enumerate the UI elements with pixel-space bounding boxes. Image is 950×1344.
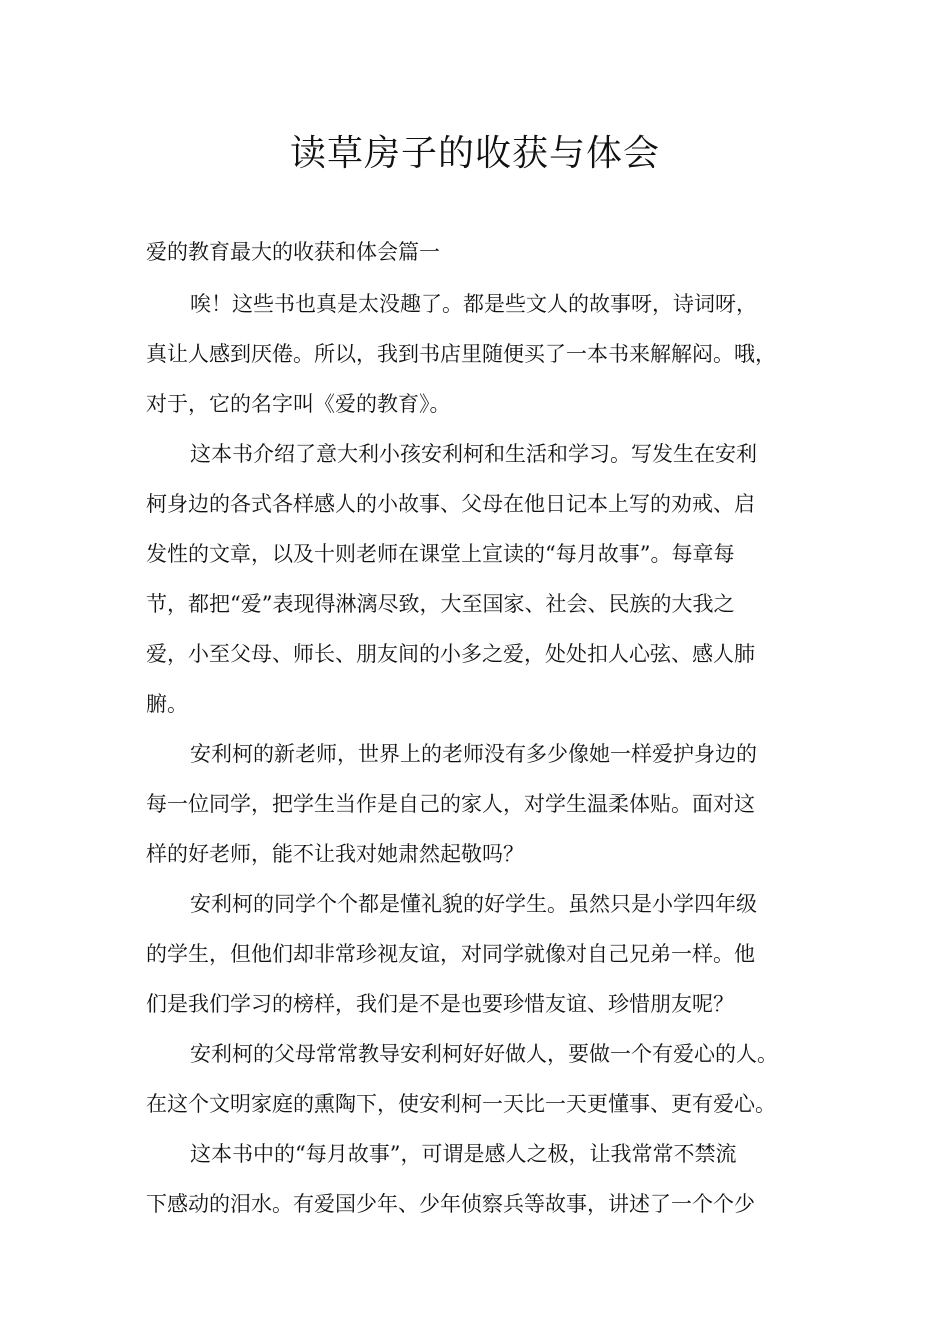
paragraph-line: 们是我们学习的榜样，我们是不是也要珍惜友谊、珍惜朋友呢？ xyxy=(146,992,734,1016)
paragraph-line: 柯身边的各式各样感人的小故事、父母在他日记本上写的劝戒、启 xyxy=(146,492,755,516)
paragraph-line: 这本书中的“每月故事”，可谓是感人之极，让我常常不禁流 xyxy=(190,1142,737,1166)
paragraph-line: 在这个文明家庭的熏陶下，使安利柯一天比一天更懂事、更有爱心。 xyxy=(146,1092,776,1116)
document-title: 读草房子的收获与体会 xyxy=(289,133,660,174)
paragraph-line: 对于，它的名字叫《爱的教育》。 xyxy=(146,392,451,416)
paragraph-line: 真让人感到厌倦。所以，我到书店里随便买了一本书来解解闷。哦， xyxy=(146,342,776,366)
paragraph-line: 的学生，但他们却非常珍视友谊，对同学就像对自己兄弟一样。他 xyxy=(146,942,755,966)
paragraph-line: 安利柯的新老师，世界上的老师没有多少像她一样爱护身边的 xyxy=(190,742,757,766)
paragraph-line: 唉！这些书也真是太没趣了。都是些文人的故事呀，诗词呀， xyxy=(190,292,757,316)
paragraph-line: 样的好老师，能不让我对她肃然起敬吗？ xyxy=(146,842,524,866)
paragraph-line: 每一位同学，把学生当作是自己的家人，对学生温柔体贴。面对这 xyxy=(146,792,755,816)
paragraph-line: 安利柯的同学个个都是懂礼貌的好学生。虽然只是小学四年级 xyxy=(190,892,757,916)
section-heading: 爱的教育最大的收获和体会篇一 xyxy=(146,240,440,264)
paragraph-line: 下感动的泪水。有爱国少年、少年侦察兵等故事，讲述了一个个少 xyxy=(146,1192,755,1216)
paragraph-line: 节，都把“爱”表现得淋漓尽致，大至国家、社会、民族的大我之 xyxy=(146,592,735,616)
paragraph-line: 发性的文章，以及十则老师在课堂上宣读的“每月故事”。每章每 xyxy=(146,542,735,566)
paragraph-line: 安利柯的父母常常教导安利柯好好做人，要做一个有爱心的人。 xyxy=(190,1042,778,1066)
paragraph-line: 爱，小至父母、师长、朋友间的小多之爱，处处扣人心弦、感人肺 xyxy=(146,642,755,666)
paragraph-line: 腑。 xyxy=(146,692,188,716)
paragraph-line: 这本书介绍了意大利小孩安利柯和生活和学习。写发生在安利 xyxy=(190,442,757,466)
